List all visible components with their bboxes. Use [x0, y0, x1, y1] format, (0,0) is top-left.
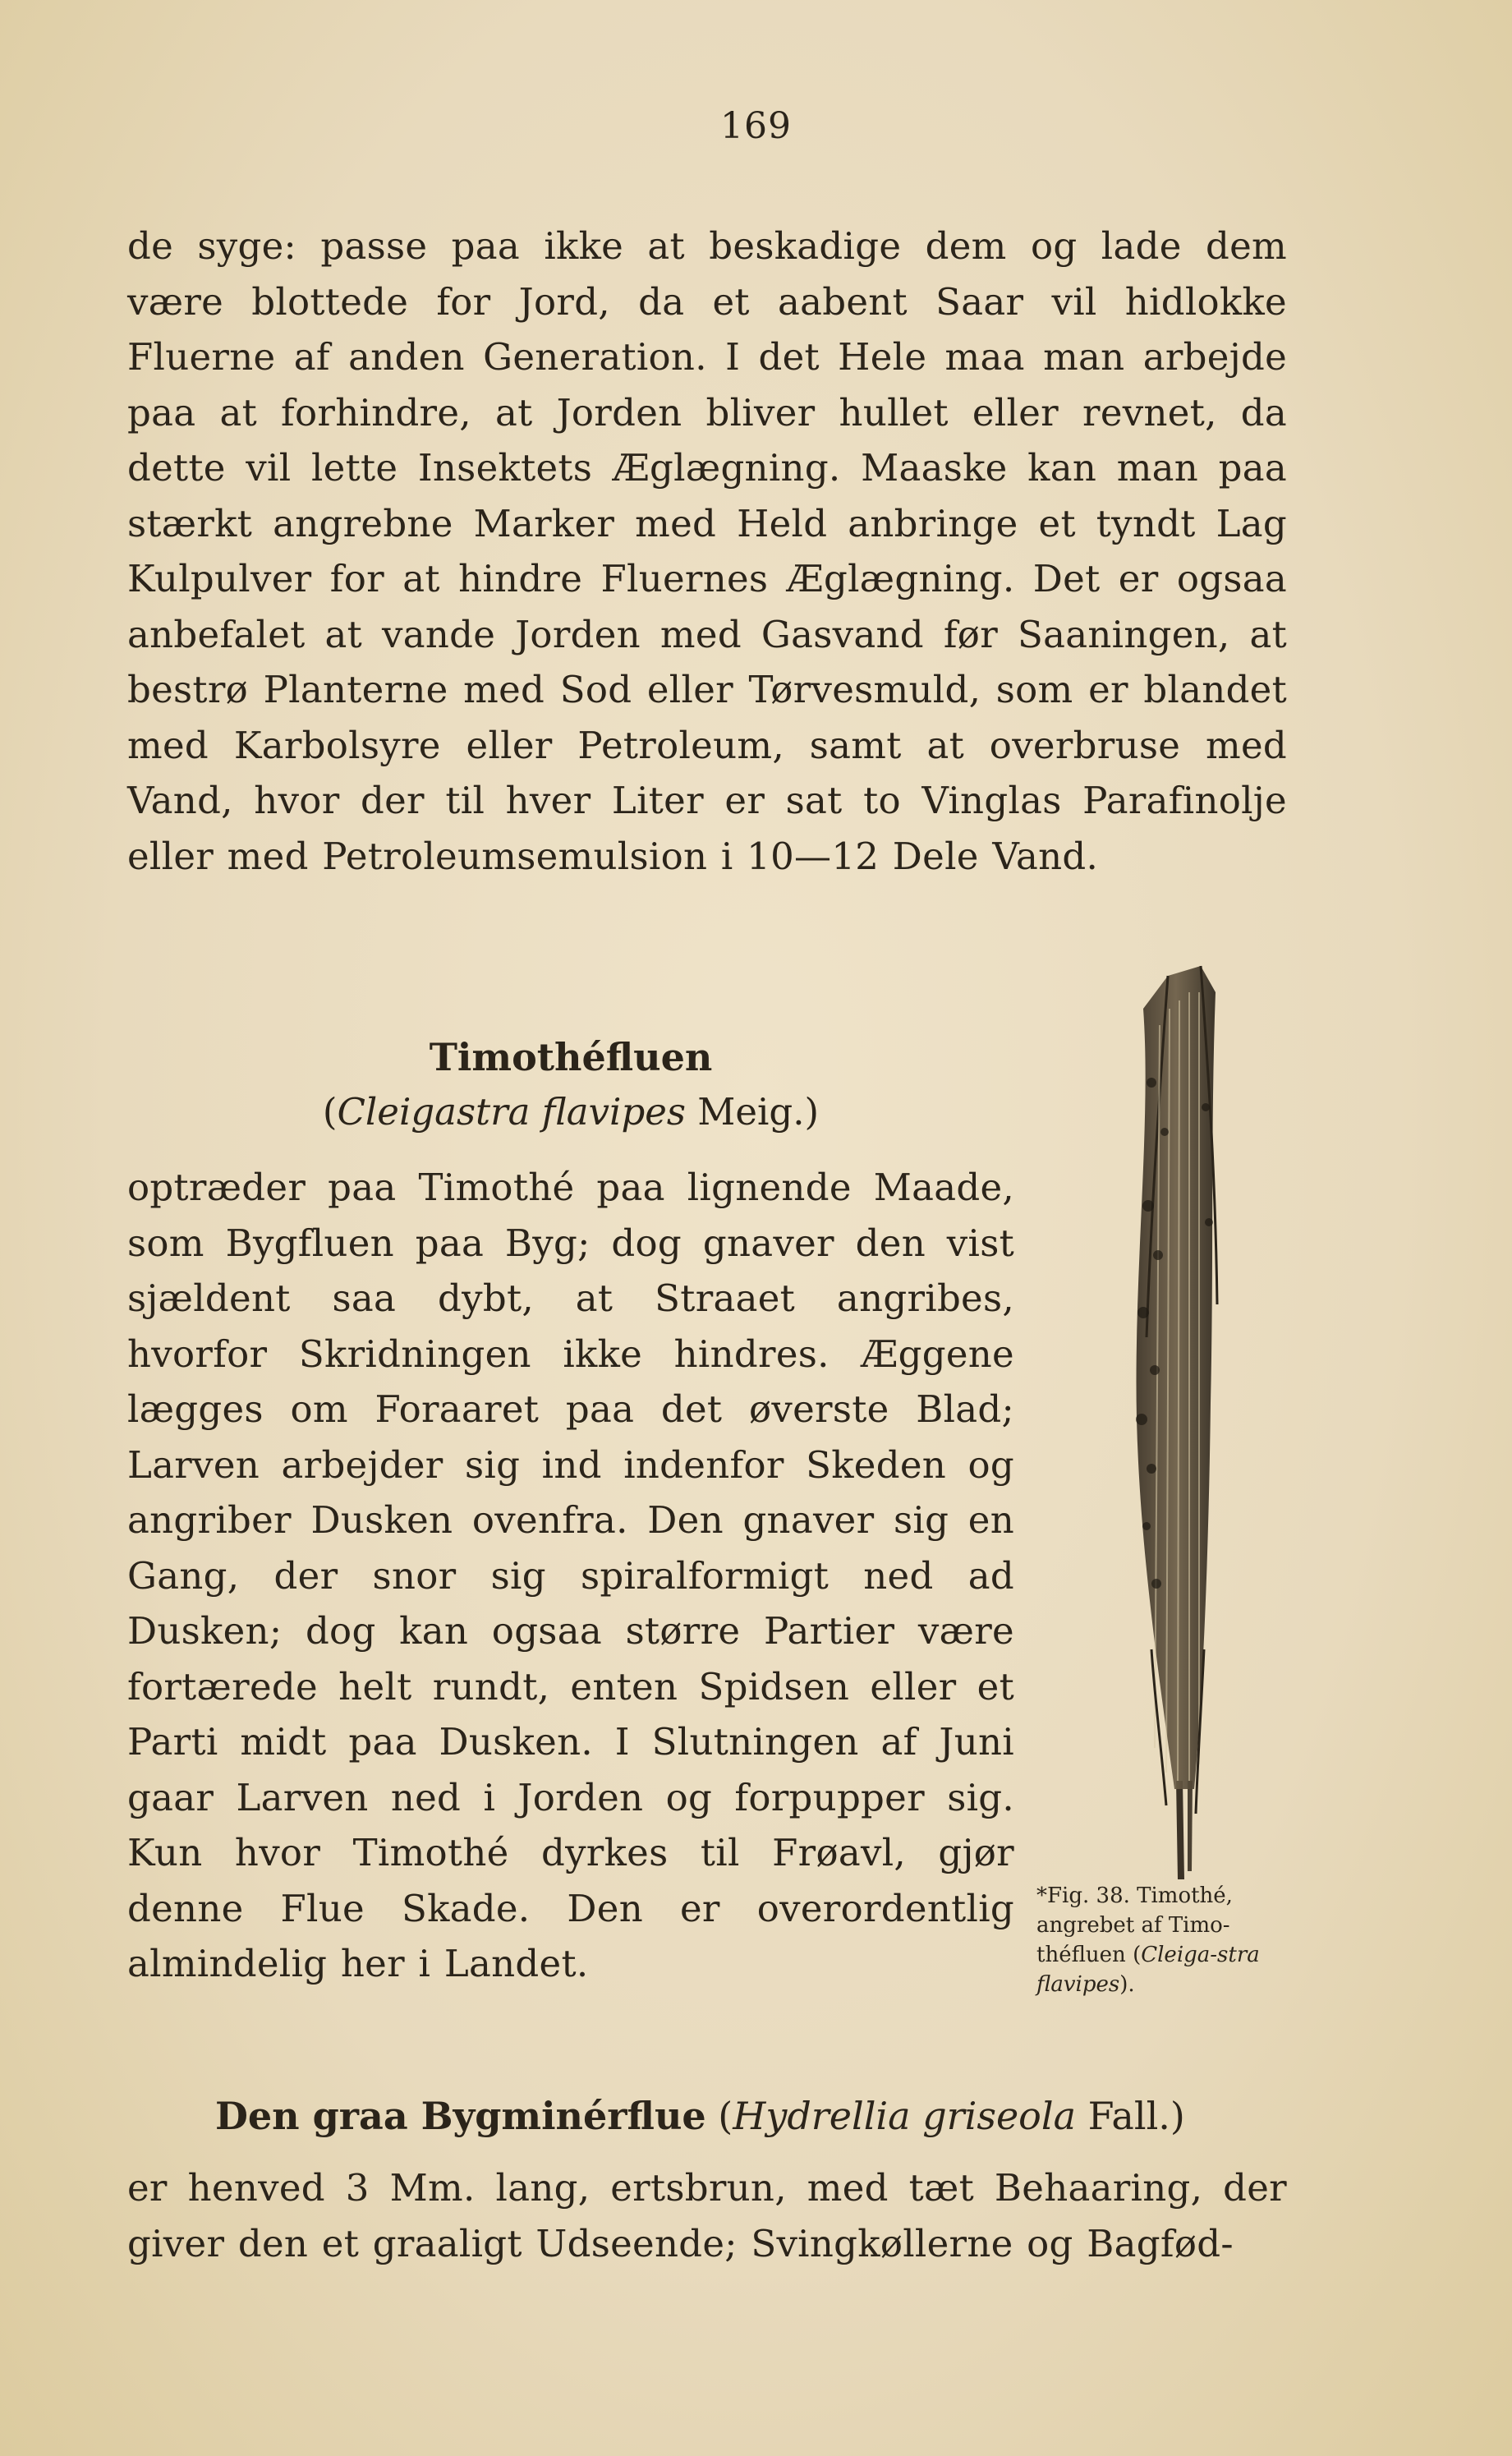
heading-title: Den graa Bygminérflue: [215, 2094, 706, 2138]
species-name: Cleigastra flavipes: [337, 1090, 686, 1134]
timothy-grass-head-illustration: [1119, 959, 1266, 1896]
subtitle-author: Meig.): [685, 1090, 820, 1134]
section-title: Timothéfluen: [429, 1035, 713, 1079]
caption-line-2: angrebet af Timo-: [1036, 1913, 1230, 1938]
paragraph-bygminerflue: er henved 3 Mm. lang, ertsbrun, med tæt Behaaring, der giver den et graaligt Udseende; Svingkøllerne og Bagfød-: [127, 2166, 1287, 2265]
section-subtitle: [127, 1088, 1014, 1137]
section-heading-bygminerflue: [215, 2090, 1185, 2142]
paragraph-control-measures: de syge: passe paa ikke at beskadige dem og lade dem være blottede for Jord, da et aabent Saar vil hidlokke Fluerne af anden Generation. I det Hele maa man arbejde paa at forhindre, at Jorden bliver hullet eller revnet, da dette vil lette Insektets Æglægning. Maaske kan man paa stærkt angrebne Marker med Held anbringe et tyndt Lag Kulpulver for at hindre Fluernes Æglægning. Det er ogsaa anbefalet at vande Jorden med Gasvand før Saaningen, at bestrø Planterne med Sod eller Tørvesmuld, som er blandet med Karbolsyre eller Petroleum, samt at overbruse med Vand, hvor der til hver Liter er sat to Vinglas Parafinolje eller med Petroleumsemulsion i 10—12 Dele Vand.: [127, 224, 1287, 878]
page-number: 169: [720, 105, 792, 147]
heading-author: Fall.): [1076, 2094, 1185, 2138]
subtitle-open: (: [322, 1090, 338, 1134]
caption-line-3: théfluen (: [1036, 1943, 1142, 1967]
heading-species: Hydrellia griseola: [733, 2094, 1077, 2138]
heading-open: (: [705, 2094, 733, 2138]
caption-species: Cleiga-stra flavipes: [1036, 1943, 1260, 1997]
paragraph-timothy-fly: optræder paa Timothé paa lignende Maade, som Bygfluen paa Byg; dog gnaver den vist sjældent saa dybt, at Straaet angribes, hvorfor Skridningen ikke hindres. Æggene lægges om Foraaret paa det øverste Blad; Larven arbejder sig ind indenfor Skeden og angriber Dusken ovenfra. Den gnaver sig en Gang, der snor sig spiralformigt ned ad Dusken; dog kan ogsaa større Partier være fortærede helt rundt, enten Spidsen eller et Parti midt paa Dusken. I Slutningen af Juni gaar Larven ned i Jorden og forpupper sig. Kun hvor Timothé dyrkes til Frøavl, gjør denne Flue Skade. Den er overordentlig almindelig her i Landet.: [127, 1166, 1014, 1985]
caption-line-1: *Fig. 38. Timothé,: [1036, 1883, 1233, 1908]
grass-head-icon: [1119, 959, 1266, 1896]
figure-caption: [1036, 1881, 1291, 1999]
caption-close: ).: [1119, 1972, 1135, 1997]
